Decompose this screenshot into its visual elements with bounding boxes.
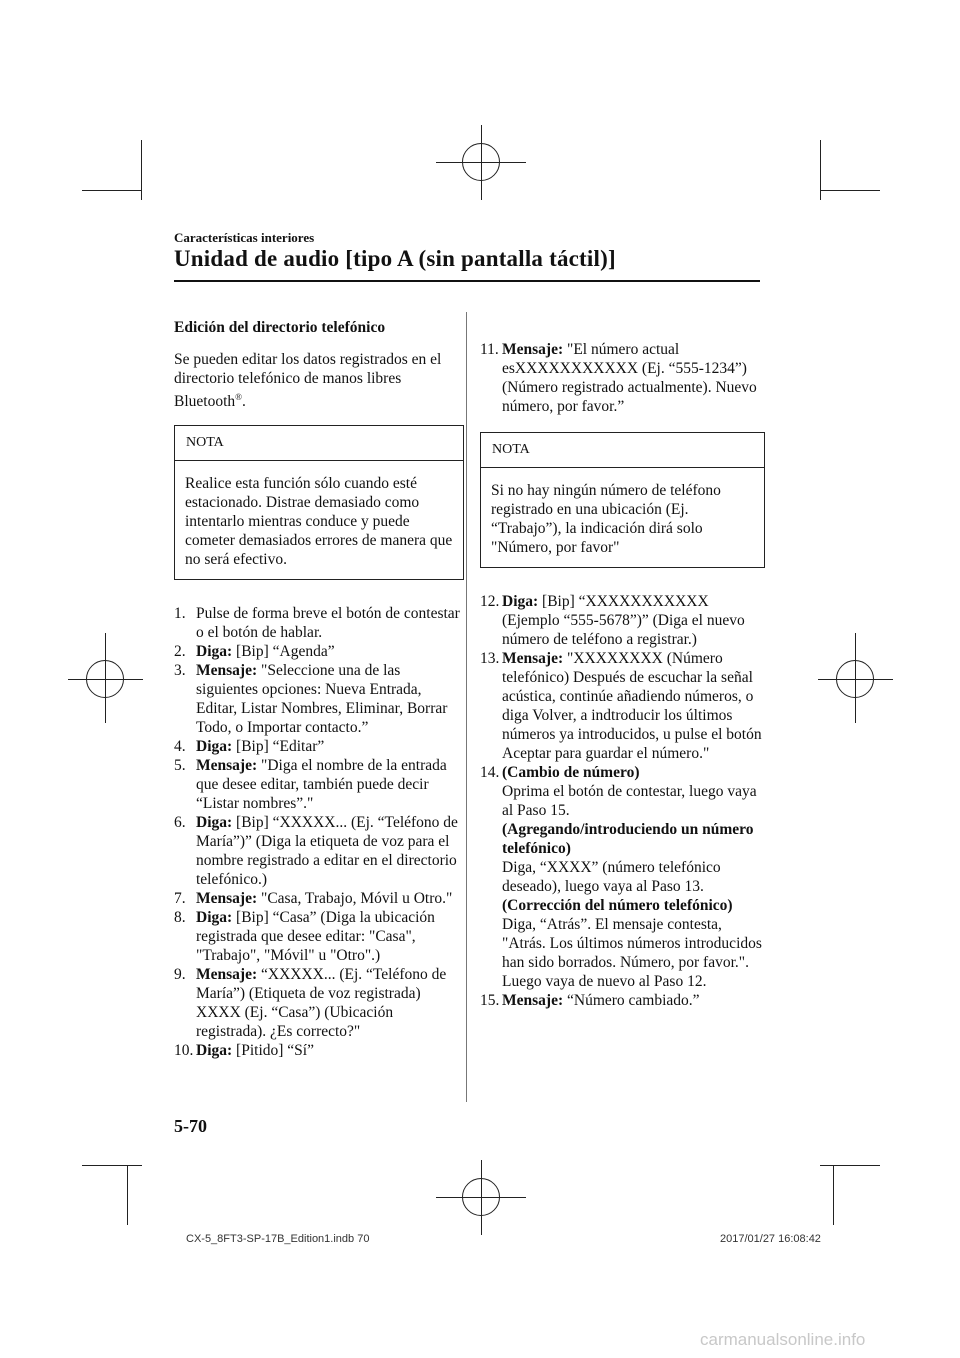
note-body: Realice esta función sólo cuando esté estacionado. Distrae demasiado como intentarlo mientras conduce y puede cometer demasiados errores de manera que no será efectivo. xyxy=(185,475,453,569)
note-title: NOTA xyxy=(481,433,764,468)
step-item: 1. Pulse de forma breve el botón de contestar o el botón de hablar. xyxy=(174,605,460,642)
footer-timestamp: 2017/01/27 16:08:42 xyxy=(720,1233,821,1245)
step-item: 5. Mensaje: "Diga el nombre de la entrada que desee editar, también puede decir “Listar nombres”." xyxy=(174,757,447,813)
step-item: 2. Diga: [Bip] “Agenda” xyxy=(174,643,335,661)
page-title: Unidad de audio [tipo A (sin pantalla táctil)] xyxy=(174,246,616,271)
section-heading: Edición del directorio telefónico xyxy=(174,319,386,336)
step-subheading: (Agregando/introduciendo un número telefónico) xyxy=(502,821,754,857)
step-item: 9. Mensaje: “XXXXX... (Ej. “Teléfono de María”) (Etiqueta de voz registrada) XXXX (Ej. “Casa”) (Ubicación registrada). ¿Es correcto?" xyxy=(174,966,447,1041)
title-rule xyxy=(174,280,760,282)
step-item: 10. Diga: [Pitido] “Sí” xyxy=(174,1042,314,1060)
steps-list xyxy=(174,604,464,1060)
step-item: 11. Mensaje: "El número actual esXXXXXXXXXXX (Ej. “555-1234”) (Número registrado actualmente). Nuevo número, por favor.” xyxy=(480,341,757,415)
step-item: 12. Diga: [Bip] “XXXXXXXXXXX (Ejemplo “555-5678”)” (Diga el nuevo número de teléfono a registrar.) xyxy=(480,593,745,648)
step-subheading: (Corrección del número telefónico) xyxy=(502,897,733,914)
step-item: 14. (Cambio de número) Oprima el botón de contestar, luego vaya al Paso 15. (Agregando/introduciendo un número telefónico) Diga, “XXXX” (número telefónico deseado), luego vaya al Paso 13. (Corrección del número telefónico) Diga, “Atrás”. El mensaje contesta, "Atrás. Los últimos números introducidos han sido borrados. Número, por favor.". Luego vaya de nuevo al Paso 12. xyxy=(480,763,765,991)
note-box xyxy=(480,432,765,568)
column-divider xyxy=(466,312,467,1102)
watermark: carmanualsonline.info xyxy=(700,1330,866,1349)
footer-file-info: CX-5_8FT3-SP-17B_Edition1.indb 70 xyxy=(186,1233,370,1245)
note-body: Si no hay ningún número de teléfono registrado en una ubicación (Ej. “Trabajo”), la indicación dirá solo "Número, por favor" xyxy=(491,482,721,556)
step-item: 8. Diga: [Bip] “Casa” (Diga la ubicación registrada que desee editar: "Casa", "Trabajo", "Móvil" u "Otro".) xyxy=(174,909,435,965)
note-title: NOTA xyxy=(175,426,463,461)
section-label: Características interiores xyxy=(174,230,315,245)
page-number: 5-70 xyxy=(174,1116,207,1136)
step-subheading: (Cambio de número) xyxy=(502,764,640,781)
step-item: 7. Mensaje: "Casa, Trabajo, Móvil u Otro." xyxy=(174,890,453,908)
step-item: 4. Diga: [Bip] “Editar” xyxy=(174,738,325,756)
step-item: 3. Mensaje: "Seleccione una de las siguientes opciones: Nueva Entrada, Editar, Listar Nombres, Eliminar, Borrar Todo, o Importar contacto.” xyxy=(174,662,448,737)
right-column xyxy=(480,340,765,1010)
step-item: 15. Mensaje: “Número cambiado.” xyxy=(480,992,700,1009)
left-column xyxy=(174,318,464,1060)
intro-paragraph: Se pueden editar los datos registrados en el directorio telefónico de manos libres Bluetooth®. xyxy=(174,351,442,411)
step-item: 13. Mensaje: "XXXXXXXX (Número telefónico) Después de escuchar la señal acústica, continúe añadiendo números, o diga Volver, a indtroducir los últimos números ya introducidos, u pulse el botón Aceptar para guardar el número." xyxy=(480,650,762,762)
note-box xyxy=(174,425,464,580)
step-item: 6. Diga: [Bip] “XXXXX... (Ej. “Teléfono de María”)” (Diga la etiqueta de voz para el nombre registrado a editar en el directorio telefónico.) xyxy=(174,814,458,889)
